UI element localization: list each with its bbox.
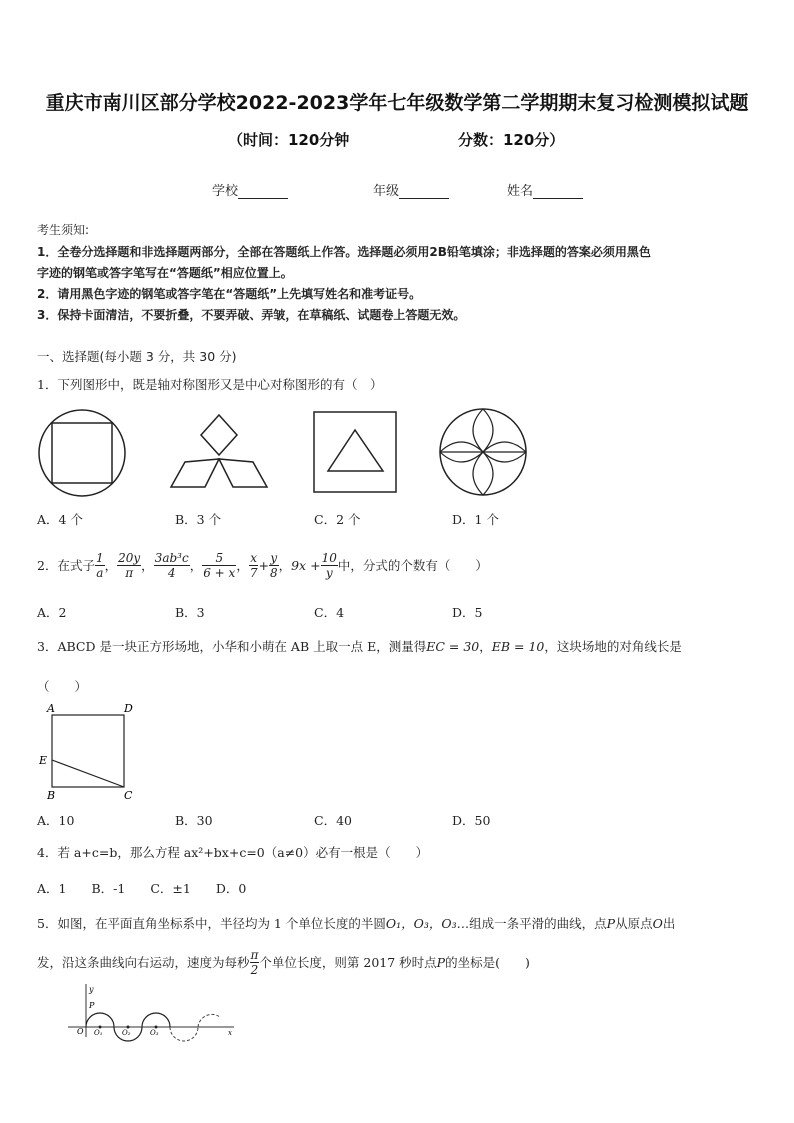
grade-label: 年级 (373, 184, 400, 199)
q3-ec: EC = 30 (426, 639, 480, 654)
semicircle-curve-graph (62, 982, 242, 1042)
fig-x-label: x (228, 1029, 232, 1037)
q3-option-c[interactable]: C．40 (314, 813, 352, 828)
q2-option-d[interactable]: D．5 (452, 605, 483, 620)
label-c: C (124, 789, 133, 802)
name-blank[interactable] (533, 186, 583, 199)
q5-text-g: 的坐标是( ) (445, 955, 530, 970)
school-blank[interactable] (238, 186, 288, 199)
q1-figure-circle-petals (438, 408, 533, 502)
circle-petals-shape (438, 408, 533, 498)
q1-option-d[interactable]: D．1 个 (452, 512, 499, 527)
notice-heading: 考生须知: (37, 223, 90, 237)
q2-prefix: 2．在式子 (37, 558, 95, 573)
q2-sep: ， (141, 558, 154, 573)
exam-title: 重庆市南川区部分学校2022-2023学年七年级数学第二学期期末复习检测模拟试题 (45, 92, 749, 114)
q1-text: 1．下列图形中，既是轴对称图形又是中心对称图形的有（ ） (37, 377, 383, 392)
notice-item-2: 2．请用黑色字迹的钢笔或答字笔在“答题纸”上先填写姓名和准考证号。 (37, 287, 422, 301)
school-field[interactable] (212, 180, 288, 199)
q3-eb: EB = 10 (491, 639, 545, 654)
q1-figure-three-diamonds (168, 407, 278, 501)
q3-option-a[interactable]: A．10 (37, 813, 75, 828)
q3-text (37, 637, 682, 655)
q5-o: O (652, 916, 663, 931)
name-label: 姓名 (507, 184, 534, 199)
q4-text: 4．若 a+c=b，那么方程 ax²+bx+c=0（a≠0）必有一根是（ ） (37, 845, 429, 860)
q5-text-c: 从原点 (615, 916, 653, 931)
q2-frac-6: $\frac{y}{8}$ (269, 550, 278, 580)
q2-frac-3: $\frac{\text{3ab³c}}{4}$ (154, 550, 189, 580)
q2-line (37, 545, 488, 585)
q3-option-d[interactable]: D．50 (452, 813, 491, 828)
fig-p-label: P (89, 1001, 95, 1010)
q2-sep: ， (189, 558, 203, 573)
q2-option-b[interactable]: B．3 (175, 605, 205, 620)
notice-item-1: 1．全卷分选择题和非选择题两部分，全部在答题纸上作答。选择题必须用2B铅笔填涂；非选择题的答案必须用黑色 (37, 245, 651, 259)
label-a: A (47, 702, 55, 715)
exam-time: （时间：120分钟 (228, 131, 350, 149)
fig-y-label: y (89, 985, 94, 994)
q1-option-b[interactable]: B．3 个 (175, 512, 222, 527)
notice-item-3: 3．保持卡面清洁，不要折叠，不要弄破、弄皱，在草稿纸、试题卷上答题无效。 (37, 308, 466, 322)
q2-frac-1: $\frac{1}{a}$ (95, 550, 104, 580)
q2-frac-5: $\frac{x}{7}$ (249, 550, 258, 580)
q5-text-b: 组成一条平滑的曲线，点 (469, 916, 607, 931)
q2-plus: + (258, 557, 269, 573)
notice-item-1-cont: 字迹的钢笔或答字笔写在“答题纸”相应位置上。 (37, 266, 293, 280)
q3-option-b[interactable]: B．30 (175, 813, 213, 828)
q3-paren: （ ） (37, 679, 88, 694)
label-e: E (39, 754, 48, 767)
q2-sep: ， (278, 558, 292, 573)
q5-circles: O₁，O₃，O₃… (385, 916, 470, 931)
q5-text-d: 出 (662, 916, 676, 931)
q3-figure-square (36, 700, 146, 809)
q2-frac-7: $\frac{10}{y}$ (321, 550, 337, 580)
name-field[interactable] (507, 180, 583, 199)
q5-text-a: 5．如图，在平面直角坐标系中，半径均为 1 个单位长度的半圆 (37, 916, 386, 931)
square-triangle-shape (313, 411, 403, 496)
q5-text-f: 个单位长度，则第 2017 秒时点 (259, 955, 437, 970)
q2-frac-2: $\frac{20y}{\pi}$ (118, 550, 141, 580)
q5-pi-frac: $\frac{\pi}{2}$ (250, 947, 259, 977)
q3-body: 3．ABCD 是一块正方形场地，小华和小萌在 AB 上取一点 E，测量得 (37, 639, 427, 654)
q2-option-c[interactable]: C．4 (314, 605, 345, 620)
fig-o2-label: O₂ (122, 1029, 131, 1037)
fig-o3-label: O₃ (150, 1029, 159, 1037)
q5-text-e: 发，沿这条曲线向右运动，速度为每秒 (37, 955, 250, 970)
label-b: B (47, 789, 56, 802)
q5-figure-curve (62, 982, 242, 1046)
q3-tail: ，这块场地的对角线长是 (544, 639, 682, 654)
q2-option-a[interactable]: A．2 (37, 605, 67, 620)
q2-sep: ， (236, 558, 249, 573)
circle-square-shape (36, 407, 136, 497)
three-diamonds-shape (168, 407, 278, 497)
q4-options[interactable]: A．1 B．-1 C．±1 D．0 (37, 881, 247, 896)
q2-frac-4: $\frac{5}{6 + x}$ (203, 550, 236, 580)
school-label: 学校 (212, 184, 239, 199)
q2-sep: ， (104, 558, 118, 573)
q5-p: P (606, 916, 616, 931)
q1-option-c[interactable]: C．2 个 (314, 512, 361, 527)
grade-field[interactable] (373, 180, 449, 199)
q1-figure-circle-square (36, 407, 136, 501)
grade-blank[interactable] (399, 186, 449, 199)
label-d: D (124, 702, 133, 715)
q1-option-a[interactable]: A．4 个 (37, 512, 83, 527)
q2-ninex: 9x + (291, 557, 321, 573)
fig-o1-label: O₁ (94, 1029, 103, 1037)
q1-figure-square-triangle (313, 411, 403, 500)
exam-score: 分数：120分） (458, 131, 565, 149)
q5-line-2 (37, 944, 530, 980)
q5-line-1 (37, 914, 675, 932)
q5-p2: P (436, 954, 446, 970)
q3-sep: ， (479, 639, 492, 654)
square-abcd-shape (36, 700, 146, 805)
q2-suffix: 中，分式的个数有（ ） (337, 558, 488, 573)
fig-o-label: O (77, 1027, 84, 1036)
section-heading: 一、选择题(每小题 3 分，共 30 分) (37, 349, 237, 364)
